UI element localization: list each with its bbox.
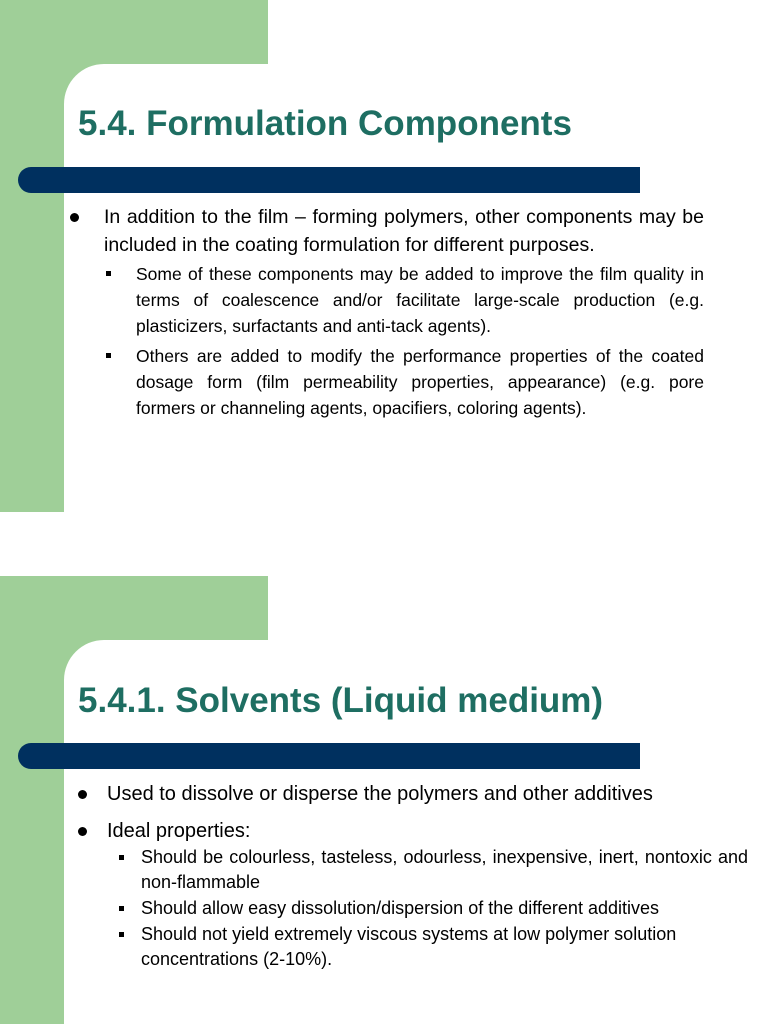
- sub-bullet-item: [78, 922, 748, 972]
- bullet-square-icon: [119, 932, 124, 937]
- slide-solvents: [0, 576, 768, 1024]
- bullet-square-icon: [106, 353, 111, 358]
- green-top-block: [0, 0, 268, 64]
- bullet-dot-icon: [70, 213, 79, 222]
- bullet-square-icon: [119, 855, 124, 860]
- green-top-block: [0, 576, 268, 640]
- green-side-column: [0, 0, 64, 512]
- sub-bullet-text: Should be colourless, tasteless, odourless, inexpensive, inert, nontoxic and non-flammable: [141, 847, 748, 892]
- title-underline-bar: [18, 743, 640, 769]
- bullet-item: [78, 817, 748, 845]
- bullet-square-icon: [106, 271, 111, 276]
- sub-bullet-text: Should not yield extremely viscous systems at low polymer solution concentrations (2-10%).: [141, 924, 677, 969]
- bullet-dot-icon: [78, 827, 87, 836]
- bullet-square-icon: [119, 906, 124, 911]
- rounded-corner: [64, 64, 104, 104]
- bullet-text: Ideal properties:: [107, 820, 251, 842]
- sub-bullet-text: Others are added to modify the performance properties of the coated dosage form (film permeability properties, appearance) (e.g. pore formers or channeling agents, opacifiers, coloring agents).: [136, 346, 704, 418]
- bullet-text: In addition to the film – forming polymers, other components may be included in the coating formulation for different purposes.: [104, 206, 704, 256]
- slide-title: 5.4. Formulation Components: [78, 104, 572, 143]
- bullet-item: [70, 203, 704, 259]
- sub-bullet-item: [70, 261, 704, 339]
- green-side-column: [0, 576, 64, 1024]
- slide-title: 5.4.1. Solvents (Liquid medium): [78, 681, 604, 720]
- bullet-item: [78, 780, 748, 808]
- title-underline-bar: [18, 167, 640, 193]
- slide-content: [70, 203, 704, 425]
- sub-bullet-text: Should allow easy dissolution/dispersion of the different additives: [141, 898, 659, 918]
- sub-bullet-text: Some of these components may be added to improve the film quality in terms of coalescence and/or facilitate large-scale production (e.g. plasticizers, surfactants and anti-tack agents).: [136, 264, 704, 336]
- rounded-corner: [64, 640, 104, 680]
- bullet-text: Used to dissolve or disperse the polymers and other additives: [107, 783, 653, 805]
- slide-content: [78, 780, 748, 973]
- bullet-dot-icon: [78, 790, 87, 799]
- sub-bullet-item: [78, 896, 748, 921]
- sub-bullet-item: [70, 343, 704, 421]
- sub-bullet-item: [78, 845, 748, 895]
